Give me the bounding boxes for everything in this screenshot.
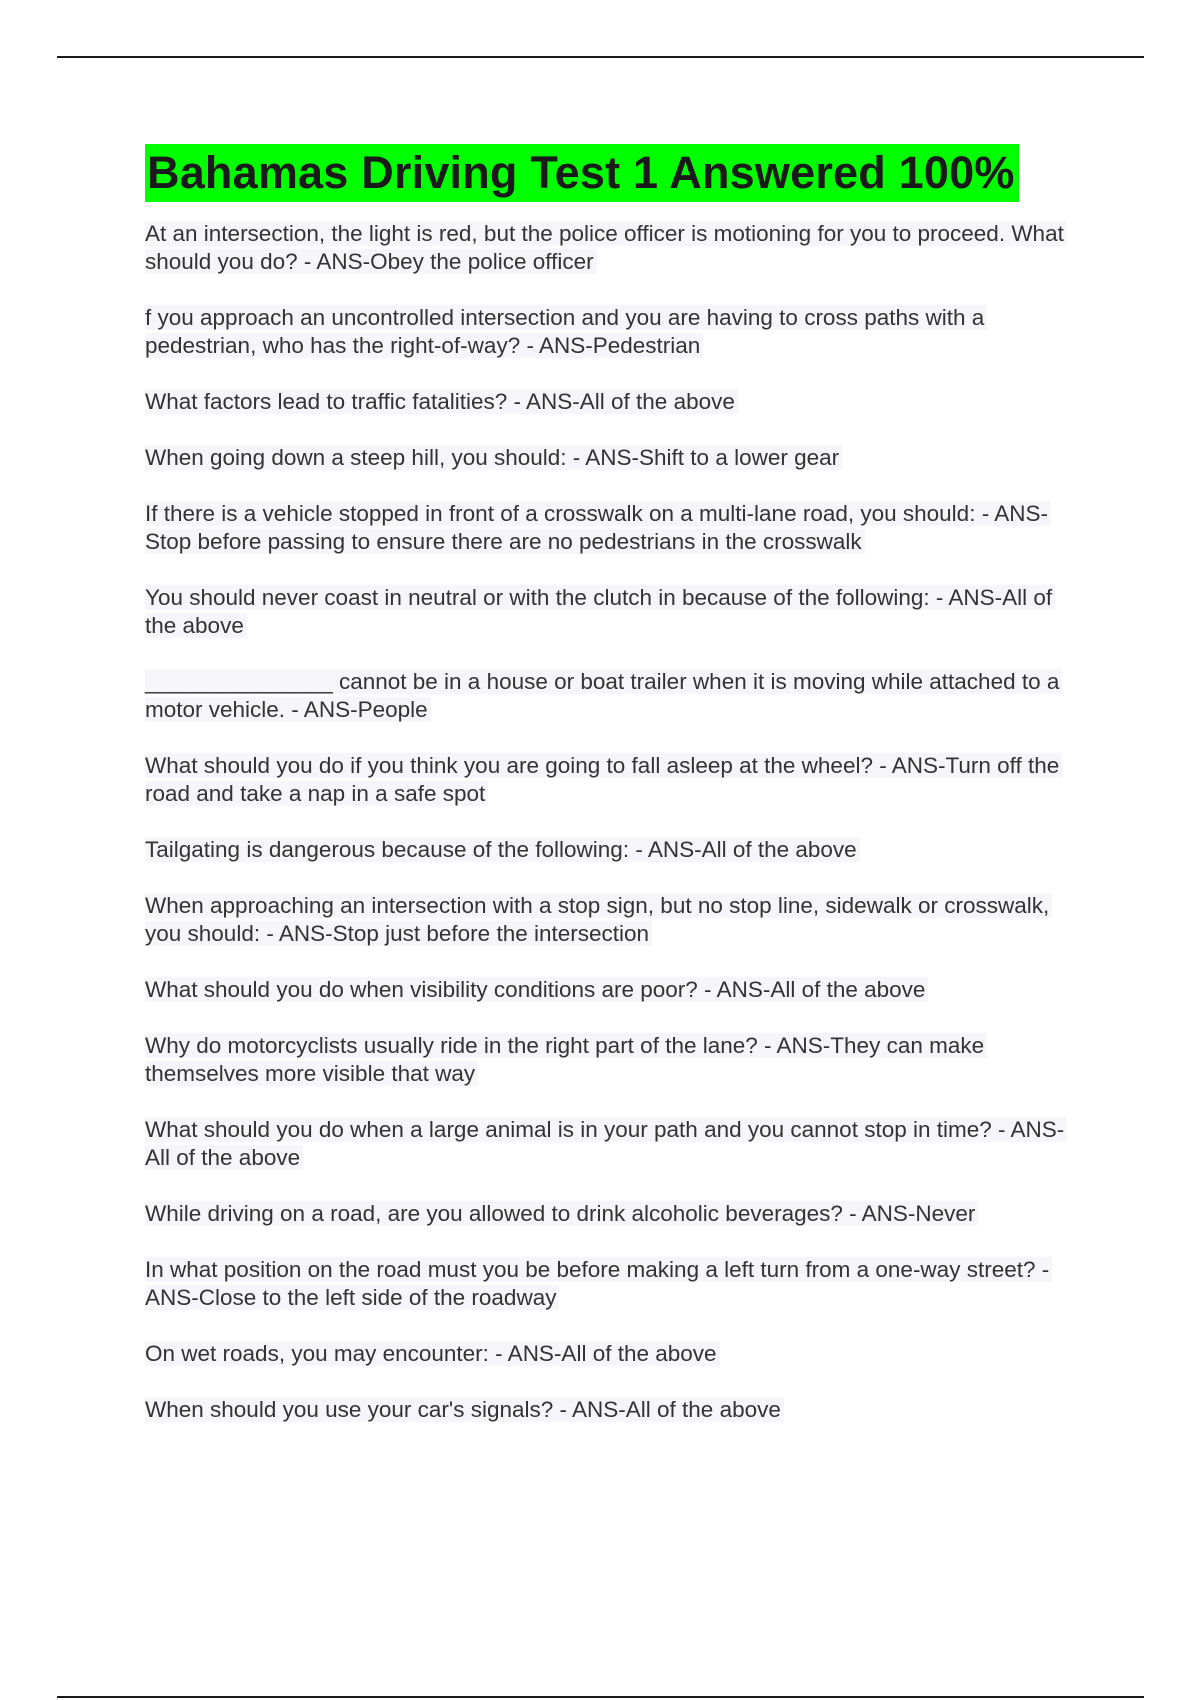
qa-item: On wet roads, you may encounter: - ANS-All of the above [145, 1340, 1085, 1368]
qa-item: In what position on the road must you be before making a left turn from a one-way street? - ANS-Close to the left side of the roadway [145, 1256, 1085, 1312]
qa-item: At an intersection, the light is red, but the police officer is motioning for you to proceed. What should you do? - ANS-Obey the police officer [145, 220, 1085, 276]
footer-rule [57, 1696, 1144, 1698]
header-rule [57, 56, 1144, 58]
document-body [145, 144, 1085, 1452]
qa-item: Why do motorcyclists usually ride in the right part of the lane? - ANS-They can make themselves more visible that way [145, 1032, 1085, 1088]
qa-item: Tailgating is dangerous because of the following: - ANS-All of the above [145, 836, 1085, 864]
qa-item: You should never coast in neutral or with the clutch in because of the following: - ANS-All of the above [145, 584, 1085, 640]
qa-item: _______________ cannot be in a house or boat trailer when it is moving while attached to a motor vehicle. - ANS-People [145, 668, 1085, 724]
qa-item: What should you do when a large animal is in your path and you cannot stop in time? - ANS-All of the above [145, 1116, 1085, 1172]
qa-item: What should you do if you think you are going to fall asleep at the wheel? - ANS-Turn off the road and take a nap in a safe spot [145, 752, 1085, 808]
qa-item: f you approach an uncontrolled intersection and you are having to cross paths with a pedestrian, who has the right-of-way? - ANS-Pedestrian [145, 304, 1085, 360]
qa-item: When going down a steep hill, you should: - ANS-Shift to a lower gear [145, 444, 1085, 472]
qa-list [145, 220, 1085, 1424]
qa-item: What should you do when visibility conditions are poor? - ANS-All of the above [145, 976, 1085, 1004]
qa-item: While driving on a road, are you allowed to drink alcoholic beverages? - ANS-Never [145, 1200, 1085, 1228]
qa-item: When should you use your car's signals? - ANS-All of the above [145, 1396, 1085, 1424]
qa-item: When approaching an intersection with a stop sign, but no stop line, sidewalk or crosswalk, you should: - ANS-Stop just before the intersection [145, 892, 1085, 948]
document-title: Bahamas Driving Test 1 Answered 100% [145, 144, 1019, 202]
qa-item: If there is a vehicle stopped in front of a crosswalk on a multi-lane road, you should: - ANS-Stop before passing to ensure there are no pedestrians in the crosswalk [145, 500, 1085, 556]
qa-item: What factors lead to traffic fatalities? - ANS-All of the above [145, 388, 1085, 416]
